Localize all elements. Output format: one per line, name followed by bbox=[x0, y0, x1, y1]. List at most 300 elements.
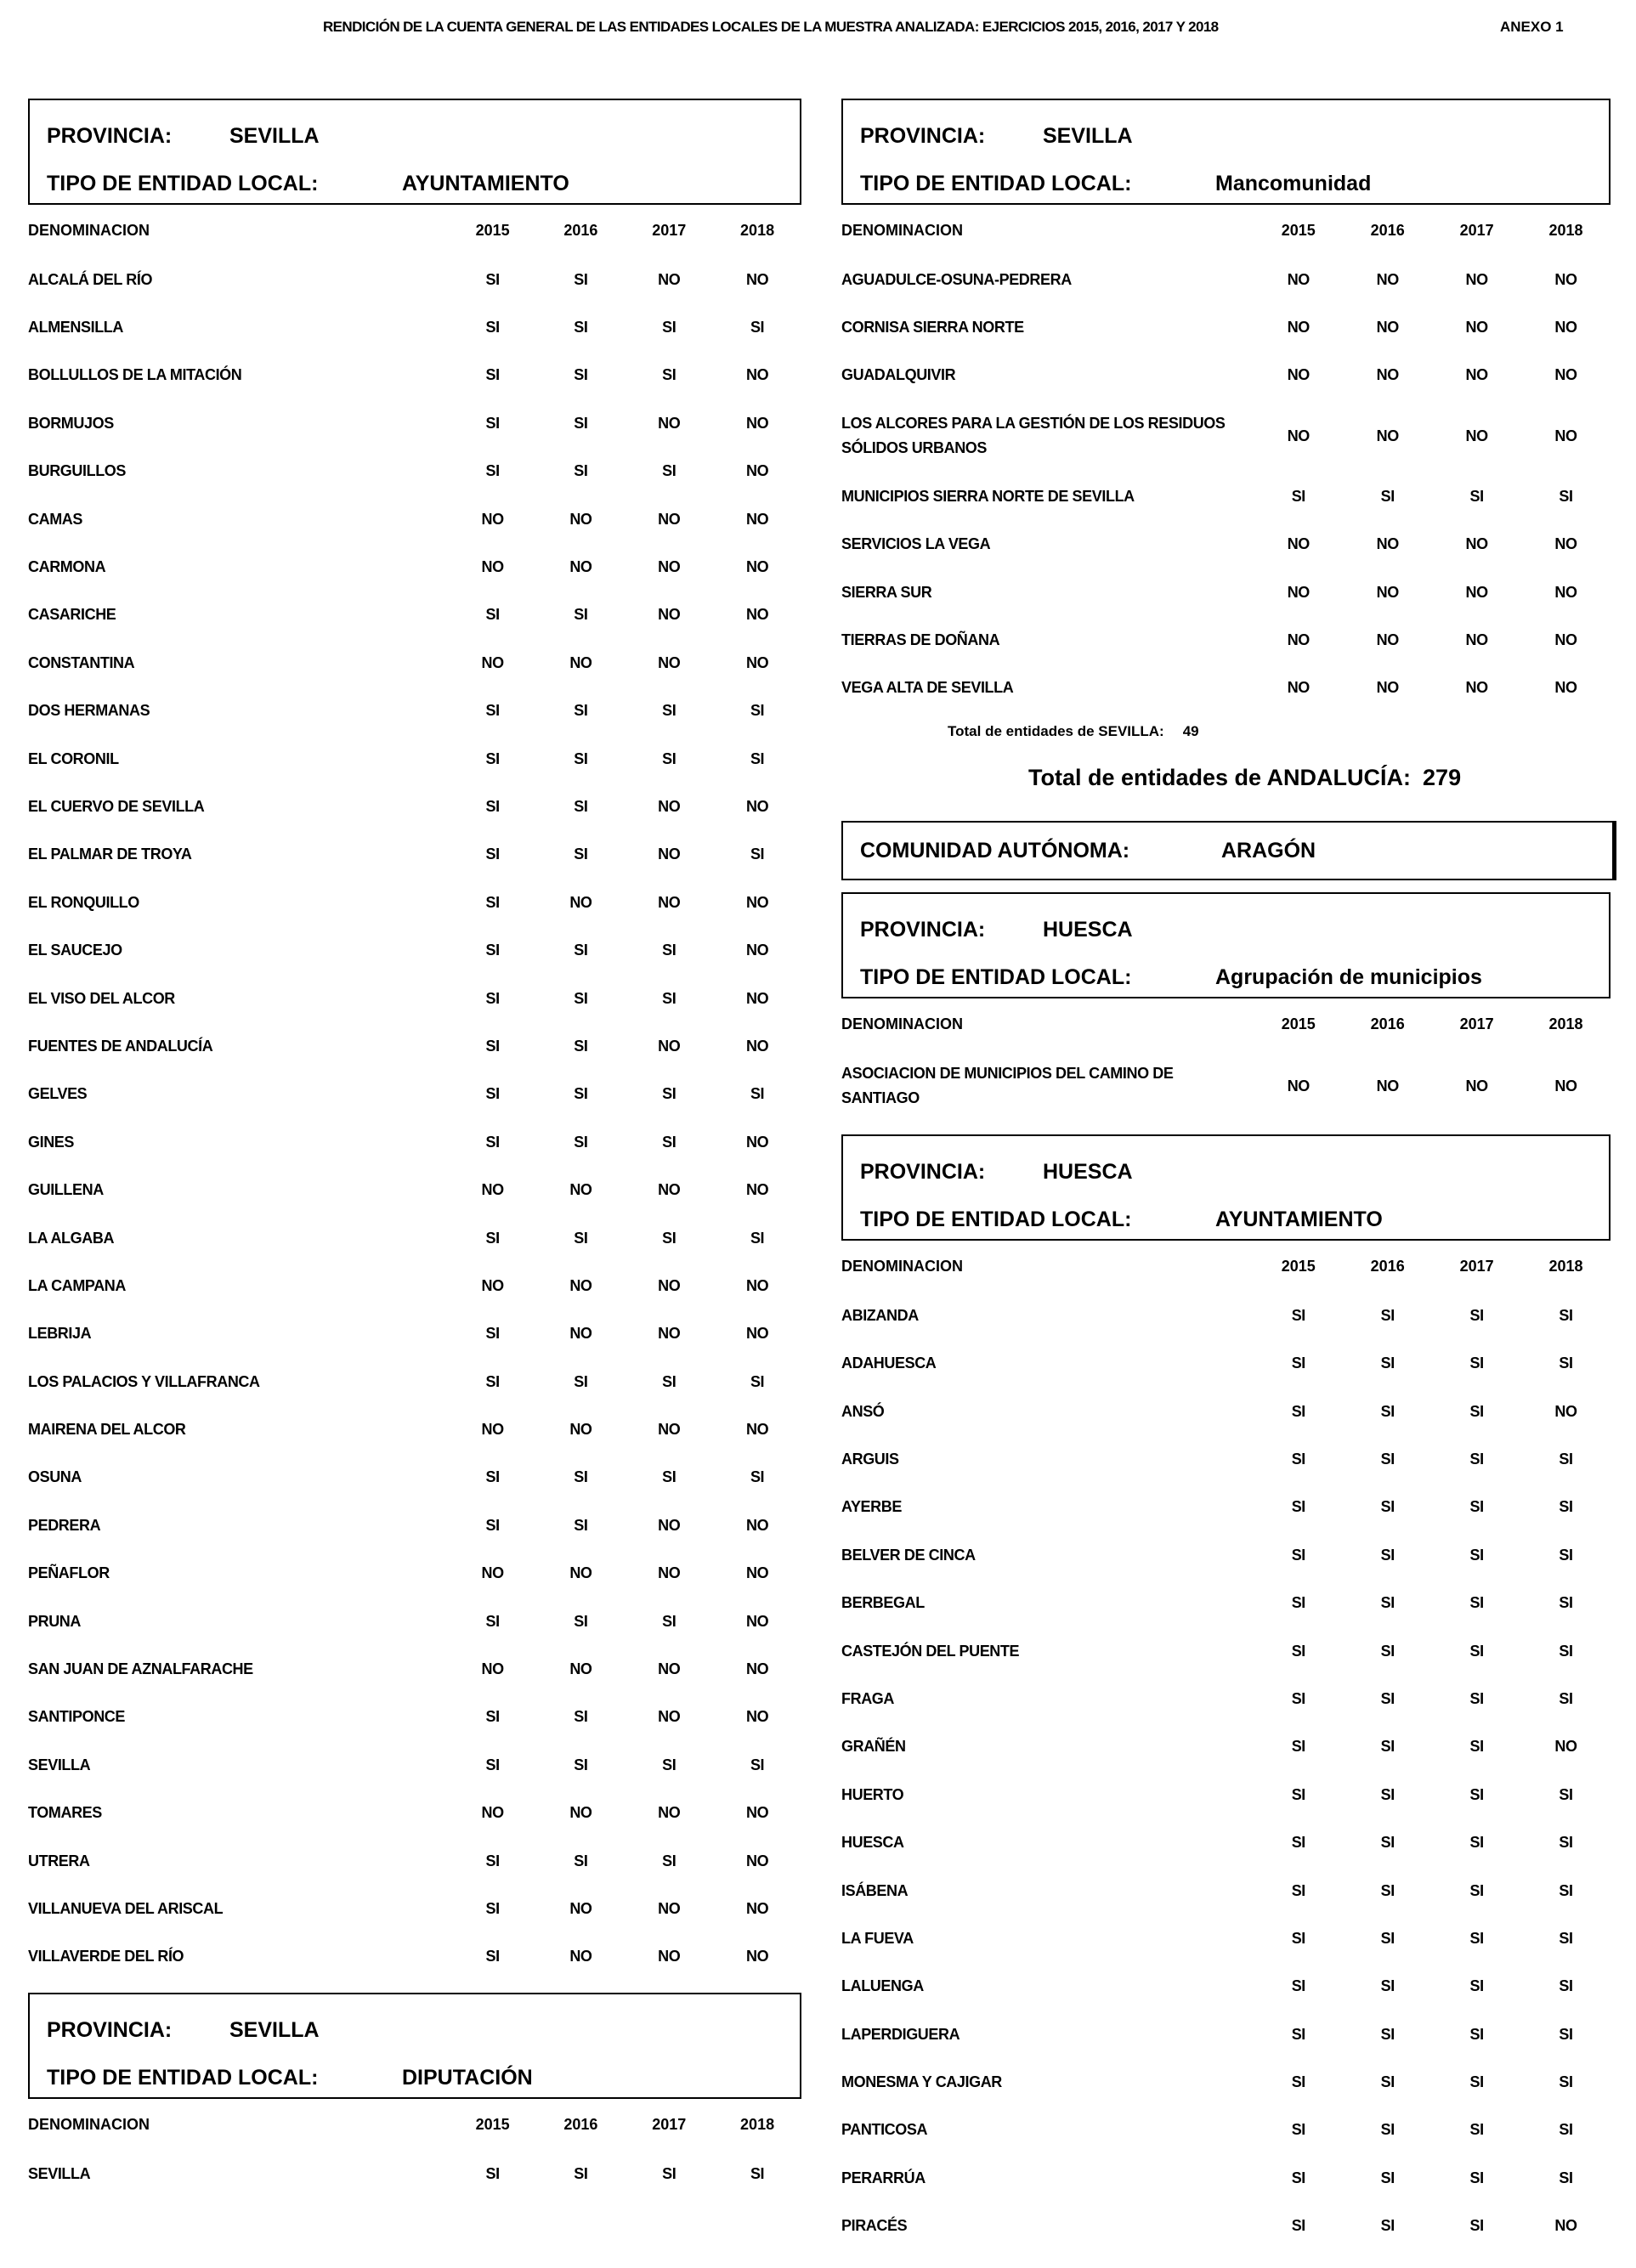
table-row bbox=[28, 975, 801, 1022]
value-2017: SI bbox=[662, 1372, 676, 1390]
value-2015: NO bbox=[1287, 583, 1310, 601]
entity-name: BERBEGAL bbox=[841, 1594, 925, 1612]
tipo-value: Agrupación de municipios bbox=[1215, 964, 1482, 989]
value-2017: NO bbox=[1465, 679, 1488, 697]
tipo-label: TIPO DE ENTIDAD LOCAL: bbox=[860, 964, 1132, 989]
provincia-label: PROVINCIA: bbox=[860, 1159, 986, 1184]
value-2015: NO bbox=[1287, 270, 1310, 288]
value-2017: NO bbox=[1465, 319, 1488, 337]
table-row bbox=[841, 1340, 1611, 1388]
value-2018: SI bbox=[750, 319, 765, 337]
table-row bbox=[28, 448, 801, 495]
value-2015: NO bbox=[481, 1181, 504, 1199]
value-2015: NO bbox=[481, 1564, 504, 1582]
value-2018: SI bbox=[1559, 1306, 1573, 1324]
table-row bbox=[841, 521, 1611, 568]
value-2017: NO bbox=[658, 1899, 681, 1917]
entity-name: BORMUJOS bbox=[28, 414, 114, 432]
value-2016: SI bbox=[574, 1516, 588, 1534]
value-2018: SI bbox=[1559, 1881, 1573, 1899]
entity-name: ANSÓ bbox=[841, 1402, 885, 1420]
entity-name: SERVICIOS LA VEGA bbox=[841, 535, 991, 553]
value-2018: NO bbox=[745, 1899, 769, 1917]
value-2016: SI bbox=[574, 1372, 588, 1390]
value-2017: NO bbox=[1465, 535, 1488, 553]
entity-name: SEVILLA bbox=[28, 1756, 91, 1773]
provincia-value: SEVILLA bbox=[1043, 123, 1133, 148]
value-2017: SI bbox=[662, 2164, 676, 2182]
provincia-label: PROVINCIA: bbox=[47, 123, 173, 148]
table-row bbox=[841, 2058, 1611, 2106]
value-2016: SI bbox=[574, 414, 588, 432]
value-2018: NO bbox=[745, 1612, 769, 1630]
tipo-line bbox=[860, 953, 1609, 1001]
value-2018: NO bbox=[745, 1852, 769, 1869]
header-2015: 2015 bbox=[475, 2115, 510, 2133]
value-2015: NO bbox=[481, 558, 504, 576]
table-row bbox=[28, 1933, 801, 1981]
value-2018: SI bbox=[1559, 2025, 1573, 2043]
table-row bbox=[841, 568, 1611, 616]
value-2017: NO bbox=[658, 846, 681, 863]
value-2017: SI bbox=[1469, 2121, 1484, 2139]
table-row bbox=[28, 1071, 801, 1118]
value-2015: SI bbox=[485, 414, 500, 432]
table-row bbox=[841, 352, 1611, 399]
value-2017: SI bbox=[1469, 1355, 1484, 1372]
value-2018: SI bbox=[1559, 1689, 1573, 1707]
header-2018: 2018 bbox=[1548, 1257, 1583, 1275]
value-2018: NO bbox=[745, 462, 769, 480]
value-2016: NO bbox=[1376, 319, 1399, 337]
entity-name: LEBRIJA bbox=[28, 1325, 92, 1343]
value-2018: SI bbox=[1559, 1546, 1573, 1564]
value-2018: SI bbox=[750, 1372, 765, 1390]
value-2018: NO bbox=[745, 1037, 769, 1055]
header-2017: 2017 bbox=[1459, 1257, 1494, 1275]
table-row bbox=[28, 831, 801, 879]
entity-name: LALUENGA bbox=[841, 1977, 924, 1995]
value-2017: NO bbox=[658, 1948, 681, 1965]
entity-name: GUILLENA bbox=[28, 1181, 104, 1199]
left-column bbox=[28, 99, 801, 2197]
entity-name: LOS ALCORES PARA LA GESTIÓN DE LOS RESIDUOS SÓLIDOS URBANOS bbox=[841, 415, 1226, 457]
value-2018: NO bbox=[745, 1421, 769, 1439]
value-2015: SI bbox=[485, 1133, 500, 1151]
header-2015: 2015 bbox=[1281, 221, 1316, 239]
entity-name: HUESCA bbox=[841, 1834, 904, 1852]
value-2017: SI bbox=[1469, 2217, 1484, 2235]
entity-name: VILLAVERDE DEL RÍO bbox=[28, 1948, 184, 1965]
table-row bbox=[841, 2154, 1611, 2202]
table-row bbox=[841, 2203, 1611, 2250]
table-row bbox=[841, 1771, 1611, 1818]
header-box-sevilla-diputacion bbox=[28, 1993, 801, 2099]
value-2017: NO bbox=[1465, 1077, 1488, 1094]
value-2015: SI bbox=[485, 1899, 500, 1917]
value-2016: SI bbox=[574, 366, 588, 384]
value-2018: SI bbox=[750, 1468, 765, 1486]
value-2017: SI bbox=[662, 749, 676, 767]
table-header bbox=[841, 205, 1611, 256]
entity-name: EL VISO DEL ALCOR bbox=[28, 989, 175, 1007]
entity-name: PERARRÚA bbox=[841, 2169, 926, 2186]
value-2017: NO bbox=[658, 1660, 681, 1678]
value-2016: SI bbox=[1380, 1498, 1395, 1516]
entity-name: EL CUERVO DE SEVILLA bbox=[28, 797, 205, 815]
table-header bbox=[841, 1241, 1611, 1292]
value-2015: SI bbox=[485, 462, 500, 480]
value-2017: SI bbox=[662, 1133, 676, 1151]
value-2015: NO bbox=[481, 1276, 504, 1294]
value-2016: SI bbox=[1380, 2169, 1395, 2186]
value-2017: NO bbox=[658, 1516, 681, 1534]
value-2017: NO bbox=[658, 1421, 681, 1439]
value-2015: SI bbox=[485, 942, 500, 959]
value-2017: NO bbox=[658, 893, 681, 911]
value-2015: SI bbox=[1291, 1546, 1305, 1564]
tipo-label: TIPO DE ENTIDAD LOCAL: bbox=[47, 2065, 319, 2090]
table-row bbox=[28, 1790, 801, 1837]
value-2016: SI bbox=[574, 749, 588, 767]
header-2018: 2018 bbox=[740, 2115, 775, 2133]
value-2018: NO bbox=[745, 1181, 769, 1199]
table-row bbox=[28, 1598, 801, 1645]
entity-name: PRUNA bbox=[28, 1612, 82, 1630]
value-2016: NO bbox=[1376, 1077, 1399, 1094]
value-2015: NO bbox=[481, 1660, 504, 1678]
value-2015: SI bbox=[1291, 1834, 1305, 1852]
value-2018: SI bbox=[750, 1229, 765, 1247]
value-2016: NO bbox=[1376, 535, 1399, 553]
value-2016: SI bbox=[1380, 1738, 1395, 1756]
value-2018: NO bbox=[1554, 1738, 1577, 1756]
table-row bbox=[28, 1358, 801, 1405]
value-2017: SI bbox=[662, 319, 676, 337]
provincia-line bbox=[47, 2006, 800, 2054]
value-2017: SI bbox=[1469, 2169, 1484, 2186]
value-2017: SI bbox=[662, 1085, 676, 1103]
value-2018: NO bbox=[1554, 366, 1577, 384]
table-sevilla-ayuntamiento bbox=[28, 256, 801, 1981]
value-2016: SI bbox=[1380, 1689, 1395, 1707]
value-2018: NO bbox=[745, 653, 769, 671]
table-row bbox=[28, 1214, 801, 1262]
value-2015: SI bbox=[1291, 2217, 1305, 2235]
value-2017: SI bbox=[662, 462, 676, 480]
right-column bbox=[841, 99, 1611, 2250]
total-sevilla bbox=[841, 712, 1611, 751]
table-huesca-agrupacion bbox=[841, 1049, 1611, 1123]
table-row bbox=[841, 1675, 1611, 1722]
total-andalucia-value: 279 bbox=[1423, 764, 1462, 790]
header-2017: 2017 bbox=[652, 221, 687, 239]
value-2015: SI bbox=[1291, 1642, 1305, 1660]
value-2018: NO bbox=[745, 1564, 769, 1582]
value-2015: SI bbox=[1291, 1785, 1305, 1803]
value-2017: NO bbox=[658, 510, 681, 528]
value-2016: SI bbox=[574, 1037, 588, 1055]
entity-name: ARGUIS bbox=[841, 1450, 899, 1468]
provincia-value: SEVILLA bbox=[229, 2017, 320, 2042]
value-2016: SI bbox=[574, 797, 588, 815]
tipo-line bbox=[860, 160, 1609, 207]
value-2017: SI bbox=[1469, 1450, 1484, 1468]
tipo-value: DIPUTACIÓN bbox=[402, 2065, 533, 2090]
value-2016: SI bbox=[1380, 1306, 1395, 1324]
table-row bbox=[28, 1837, 801, 1885]
table-header bbox=[28, 205, 801, 256]
value-2017: SI bbox=[662, 366, 676, 384]
value-2017: SI bbox=[662, 1229, 676, 1247]
header-2017: 2017 bbox=[1459, 1015, 1494, 1032]
comunidad-label: COMUNIDAD AUTÓNOMA: bbox=[860, 838, 1130, 863]
entity-name: AYERBE bbox=[841, 1498, 902, 1516]
value-2017: NO bbox=[658, 270, 681, 288]
value-2017: SI bbox=[662, 989, 676, 1007]
table-row bbox=[28, 495, 801, 543]
table-row bbox=[28, 2150, 801, 2197]
provincia-label: PROVINCIA: bbox=[47, 2017, 173, 2042]
entity-name: EL SAUCEJO bbox=[28, 942, 122, 959]
entity-name: FRAGA bbox=[841, 1689, 894, 1707]
value-2017: SI bbox=[1469, 1834, 1484, 1852]
value-2018: NO bbox=[745, 1804, 769, 1822]
value-2016: SI bbox=[574, 1468, 588, 1486]
table-row bbox=[841, 1818, 1611, 1866]
value-2018: SI bbox=[750, 1085, 765, 1103]
value-2017: SI bbox=[1469, 2025, 1484, 2043]
value-2018: NO bbox=[745, 1133, 769, 1151]
value-2017: SI bbox=[1469, 1546, 1484, 1564]
table-row bbox=[841, 616, 1611, 664]
value-2016: SI bbox=[1380, 2121, 1395, 2139]
annex-label: ANEXO 1 bbox=[1500, 19, 1564, 35]
value-2017: NO bbox=[1465, 366, 1488, 384]
value-2018: NO bbox=[745, 989, 769, 1007]
value-2016: SI bbox=[574, 1085, 588, 1103]
value-2017: NO bbox=[658, 1708, 681, 1726]
provincia-value: HUESCA bbox=[1043, 917, 1133, 942]
value-2018: NO bbox=[745, 893, 769, 911]
value-2015: SI bbox=[1291, 487, 1305, 505]
entity-name: ALMENSILLA bbox=[28, 319, 123, 337]
table-row bbox=[28, 1262, 801, 1309]
value-2018: NO bbox=[1554, 2217, 1577, 2235]
header-denominacion: DENOMINACION bbox=[28, 221, 150, 239]
header-2018: 2018 bbox=[1548, 1015, 1583, 1032]
value-2016: SI bbox=[1380, 487, 1395, 505]
value-2018: SI bbox=[1559, 1594, 1573, 1612]
value-2016: SI bbox=[1380, 1834, 1395, 1852]
value-2016: SI bbox=[1380, 1929, 1395, 1947]
table-row bbox=[841, 2011, 1611, 2058]
value-2016: NO bbox=[569, 1948, 592, 1965]
value-2018: NO bbox=[1554, 1077, 1577, 1094]
value-2016: SI bbox=[574, 846, 588, 863]
value-2015: SI bbox=[485, 989, 500, 1007]
header-2016: 2016 bbox=[1370, 1015, 1405, 1032]
value-2016: SI bbox=[574, 462, 588, 480]
provincia-line bbox=[860, 1148, 1609, 1196]
value-2016: SI bbox=[574, 942, 588, 959]
value-2015: SI bbox=[1291, 1689, 1305, 1707]
value-2015: SI bbox=[485, 1948, 500, 1965]
value-2018: SI bbox=[750, 2164, 765, 2182]
table-row bbox=[28, 1118, 801, 1166]
entity-name: BURGUILLOS bbox=[28, 462, 126, 480]
value-2015: SI bbox=[1291, 1929, 1305, 1947]
header-denominacion: DENOMINACION bbox=[841, 1257, 963, 1275]
entity-name: EL CORONIL bbox=[28, 749, 119, 767]
value-2018: SI bbox=[750, 702, 765, 720]
value-2017: SI bbox=[1469, 1929, 1484, 1947]
value-2016: SI bbox=[574, 1229, 588, 1247]
table-row bbox=[841, 1723, 1611, 1771]
value-2018: SI bbox=[1559, 2073, 1573, 2091]
entity-name: ABIZANDA bbox=[841, 1306, 919, 1324]
value-2018: SI bbox=[1559, 1929, 1573, 1947]
table-row bbox=[28, 256, 801, 303]
value-2015: SI bbox=[485, 1325, 500, 1343]
value-2015: SI bbox=[485, 1229, 500, 1247]
value-2018: NO bbox=[745, 366, 769, 384]
header-2015: 2015 bbox=[1281, 1015, 1316, 1032]
value-2016: SI bbox=[1380, 2217, 1395, 2235]
table-sevilla-mancomunidad bbox=[841, 256, 1611, 712]
value-2016: NO bbox=[569, 1181, 592, 1199]
header-2015: 2015 bbox=[475, 221, 510, 239]
value-2018: NO bbox=[1554, 535, 1577, 553]
value-2015: SI bbox=[485, 270, 500, 288]
value-2015: SI bbox=[485, 2164, 500, 2182]
entity-name: TOMARES bbox=[28, 1804, 102, 1822]
entity-name: MONESMA Y CAJIGAR bbox=[841, 2073, 1002, 2091]
value-2015: NO bbox=[481, 653, 504, 671]
tipo-line bbox=[860, 1196, 1609, 1243]
value-2015: NO bbox=[481, 510, 504, 528]
value-2016: SI bbox=[574, 1756, 588, 1773]
value-2015: SI bbox=[485, 1612, 500, 1630]
value-2016: SI bbox=[1380, 2073, 1395, 2091]
entity-name: LA CAMPANA bbox=[28, 1276, 126, 1294]
entity-name: LAPERDIGUERA bbox=[841, 2025, 960, 2043]
entity-name: GINES bbox=[28, 1133, 75, 1151]
value-2018: NO bbox=[1554, 319, 1577, 337]
entity-name: SANTIPONCE bbox=[28, 1708, 126, 1726]
value-2015: SI bbox=[485, 366, 500, 384]
value-2017: SI bbox=[662, 1852, 676, 1869]
value-2017: SI bbox=[1469, 1881, 1484, 1899]
value-2015: NO bbox=[1287, 679, 1310, 697]
value-2016: SI bbox=[574, 2164, 588, 2182]
provincia-value: SEVILLA bbox=[229, 123, 320, 148]
table-row bbox=[28, 879, 801, 926]
table-row bbox=[28, 1550, 801, 1598]
entity-name: CASARICHE bbox=[28, 606, 116, 624]
header-box-huesca-ayuntamiento bbox=[841, 1134, 1611, 1241]
value-2018: NO bbox=[745, 942, 769, 959]
value-2016: NO bbox=[569, 893, 592, 911]
value-2018: SI bbox=[1559, 2121, 1573, 2139]
value-2016: NO bbox=[569, 1325, 592, 1343]
value-2015: NO bbox=[1287, 1077, 1310, 1094]
entity-name: CORNISA SIERRA NORTE bbox=[841, 319, 1024, 337]
table-row bbox=[28, 543, 801, 591]
table-row bbox=[841, 1867, 1611, 1915]
entity-name: LOS PALACIOS Y VILLAFRANCA bbox=[28, 1372, 260, 1390]
table-row bbox=[28, 1454, 801, 1502]
value-2015: NO bbox=[1287, 319, 1310, 337]
value-2015: NO bbox=[1287, 427, 1310, 444]
table-row bbox=[28, 1022, 801, 1070]
value-2017: SI bbox=[1469, 1498, 1484, 1516]
value-2015: NO bbox=[1287, 631, 1310, 649]
header-2016: 2016 bbox=[1370, 221, 1405, 239]
table-row bbox=[28, 1166, 801, 1213]
total-andalucia-label: Total de entidades de ANDALUCÍA: bbox=[1028, 764, 1412, 790]
value-2017: SI bbox=[662, 1756, 676, 1773]
value-2015: SI bbox=[485, 749, 500, 767]
entity-name: SEVILLA bbox=[28, 2164, 91, 2182]
entity-name: FUENTES DE ANDALUCÍA bbox=[28, 1037, 213, 1055]
value-2015: SI bbox=[1291, 1355, 1305, 1372]
value-2015: SI bbox=[1291, 1402, 1305, 1420]
entity-name: CONSTANTINA bbox=[28, 653, 135, 671]
value-2015: SI bbox=[1291, 1498, 1305, 1516]
total-sevilla-value: 49 bbox=[1182, 723, 1199, 740]
table-row bbox=[841, 1484, 1611, 1531]
table-row bbox=[28, 735, 801, 783]
value-2018: NO bbox=[745, 1708, 769, 1726]
value-2018: SI bbox=[1559, 1785, 1573, 1803]
header-denominacion: DENOMINACION bbox=[841, 221, 963, 239]
value-2015: SI bbox=[485, 606, 500, 624]
value-2016: SI bbox=[574, 1612, 588, 1630]
value-2016: SI bbox=[1380, 2025, 1395, 2043]
value-2017: SI bbox=[1469, 1738, 1484, 1756]
value-2016: NO bbox=[1376, 427, 1399, 444]
table-row bbox=[28, 591, 801, 639]
provincia-label: PROVINCIA: bbox=[860, 917, 986, 942]
table-row bbox=[841, 1963, 1611, 2011]
table-row bbox=[28, 303, 801, 351]
entity-name: TIERRAS DE DOÑANA bbox=[841, 631, 1000, 649]
table-row bbox=[841, 399, 1611, 472]
entity-name: GELVES bbox=[28, 1085, 88, 1103]
entity-name: GRAÑÉN bbox=[841, 1738, 906, 1756]
entity-name: DOS HERMANAS bbox=[28, 702, 150, 720]
provincia-label: PROVINCIA: bbox=[860, 123, 986, 148]
provincia-line bbox=[860, 112, 1609, 160]
value-2017: SI bbox=[662, 1612, 676, 1630]
value-2018: NO bbox=[745, 1948, 769, 1965]
value-2018: NO bbox=[1554, 679, 1577, 697]
entity-name: MAIRENA DEL ALCOR bbox=[28, 1421, 186, 1439]
value-2015: SI bbox=[1291, 1738, 1305, 1756]
value-2017: NO bbox=[658, 1276, 681, 1294]
value-2018: SI bbox=[750, 846, 765, 863]
value-2017: SI bbox=[662, 942, 676, 959]
table-row bbox=[841, 2107, 1611, 2154]
value-2017: NO bbox=[658, 797, 681, 815]
value-2017: SI bbox=[1469, 487, 1484, 505]
table-row bbox=[841, 472, 1611, 520]
value-2017: NO bbox=[1465, 270, 1488, 288]
entity-name: OSUNA bbox=[28, 1468, 82, 1486]
provincia-value: HUESCA bbox=[1043, 1159, 1133, 1184]
entity-name: ADAHUESCA bbox=[841, 1355, 937, 1372]
